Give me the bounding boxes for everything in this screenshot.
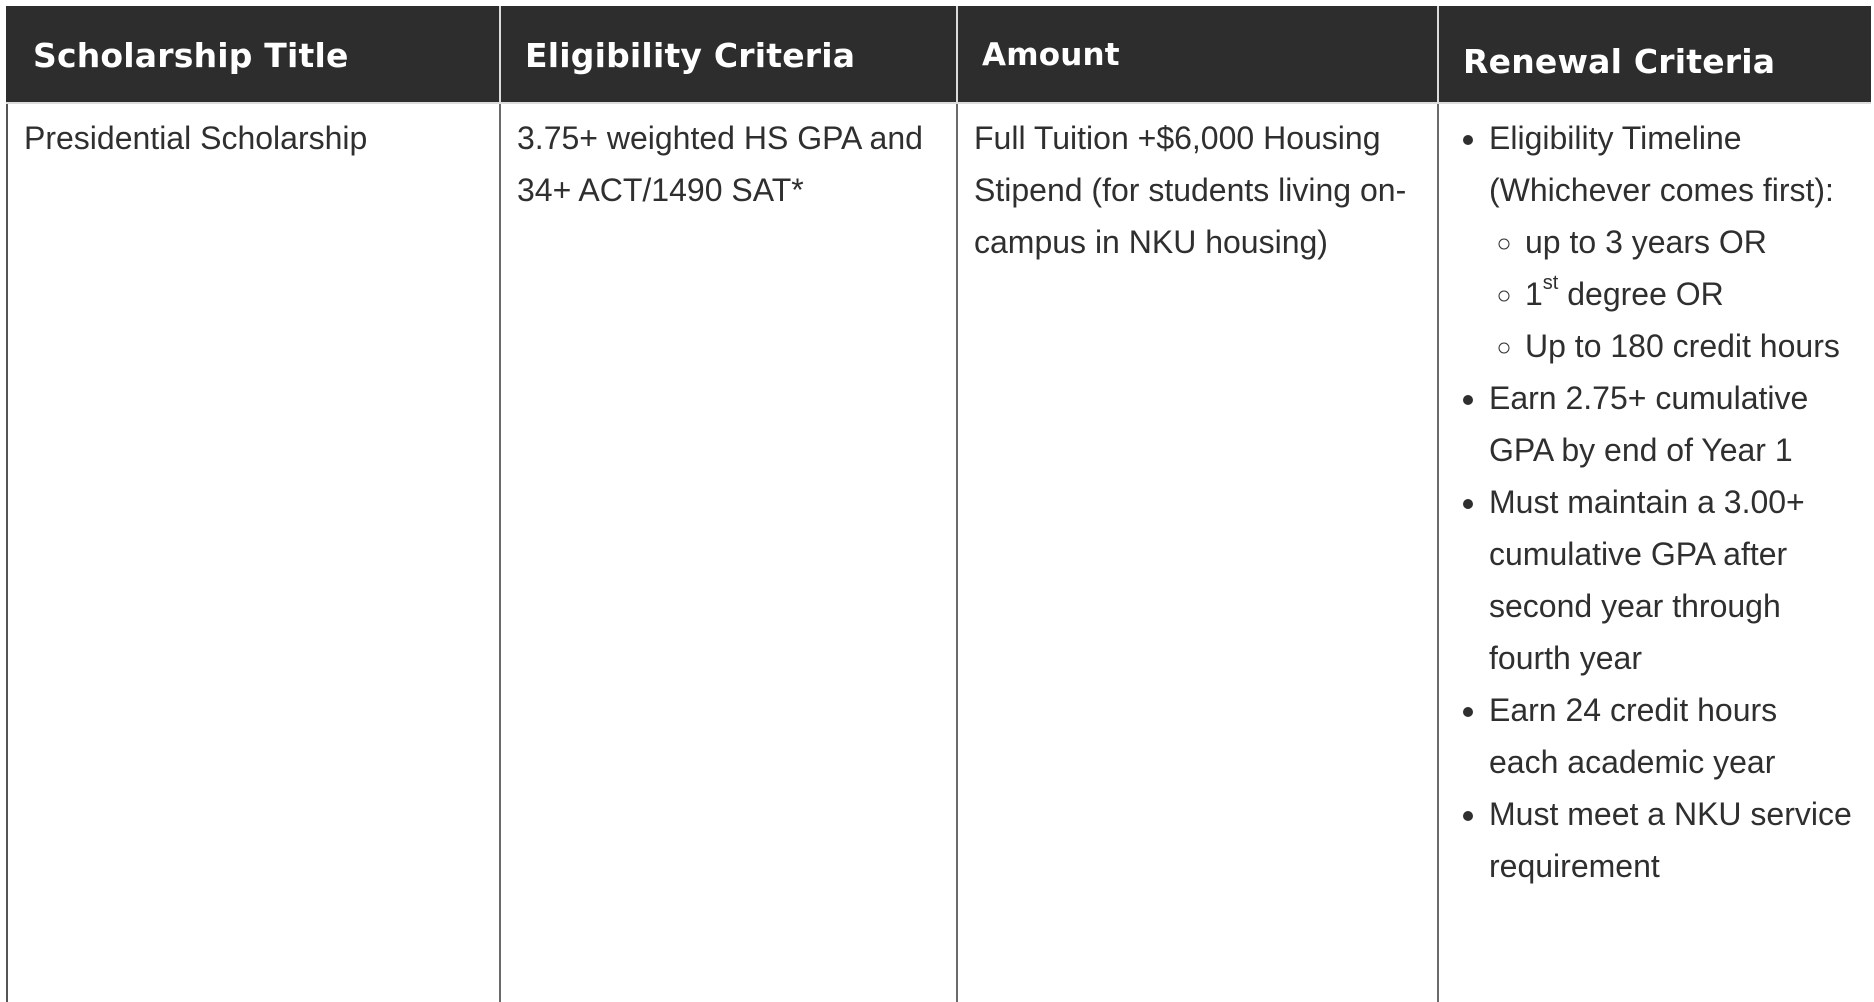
- table-row: [7, 103, 1871, 1002]
- list-item: ◦ up to 3 years OR: [1525, 216, 1855, 268]
- cell-renewal-criteria: [1438, 103, 1871, 1002]
- eligibility-timeline-label: Eligibility Timeline (Whichever comes first):: [1489, 120, 1834, 208]
- scholarship-table: [6, 6, 1871, 1002]
- list-item: • Earn 24 credit hours each academic year: [1489, 684, 1855, 788]
- degree-ordinal-suffix: st: [1542, 272, 1559, 295]
- header-scholarship-title: Scholarship Title: [7, 7, 500, 103]
- list-item: [1525, 268, 1855, 320]
- table-header-row: [7, 7, 1871, 103]
- list-item: • Must maintain a 3.00+ cumulative GPA after second year through fourth year: [1489, 476, 1855, 684]
- cell-scholarship-title: Presidential Scholarship: [7, 103, 500, 1002]
- renewal-criteria-list: [1455, 112, 1855, 892]
- list-item: ◦ Up to 180 credit hours: [1525, 320, 1855, 372]
- timeline-options-list: [1489, 216, 1855, 372]
- header-renewal-criteria: Renewal Criteria: [1438, 7, 1871, 103]
- cell-amount: Full Tuition +$6,000 Housing Stipend (for students living on-campus in NKU housing): [957, 103, 1438, 1002]
- degree-number: 1: [1525, 276, 1543, 312]
- header-eligibility-criteria: Eligibility Criteria: [500, 7, 957, 103]
- scholarship-table-container: [6, 6, 1871, 1002]
- list-item: [1489, 112, 1855, 372]
- header-amount: Amount: [957, 7, 1438, 103]
- cell-eligibility-criteria: 3.75+ weighted HS GPA and 34+ ACT/1490 SAT*: [500, 103, 957, 1002]
- list-item: • Earn 2.75+ cumulative GPA by end of Year 1: [1489, 372, 1855, 476]
- list-item: • Must meet a NKU service requirement: [1489, 788, 1855, 892]
- degree-text: degree OR: [1558, 276, 1724, 312]
